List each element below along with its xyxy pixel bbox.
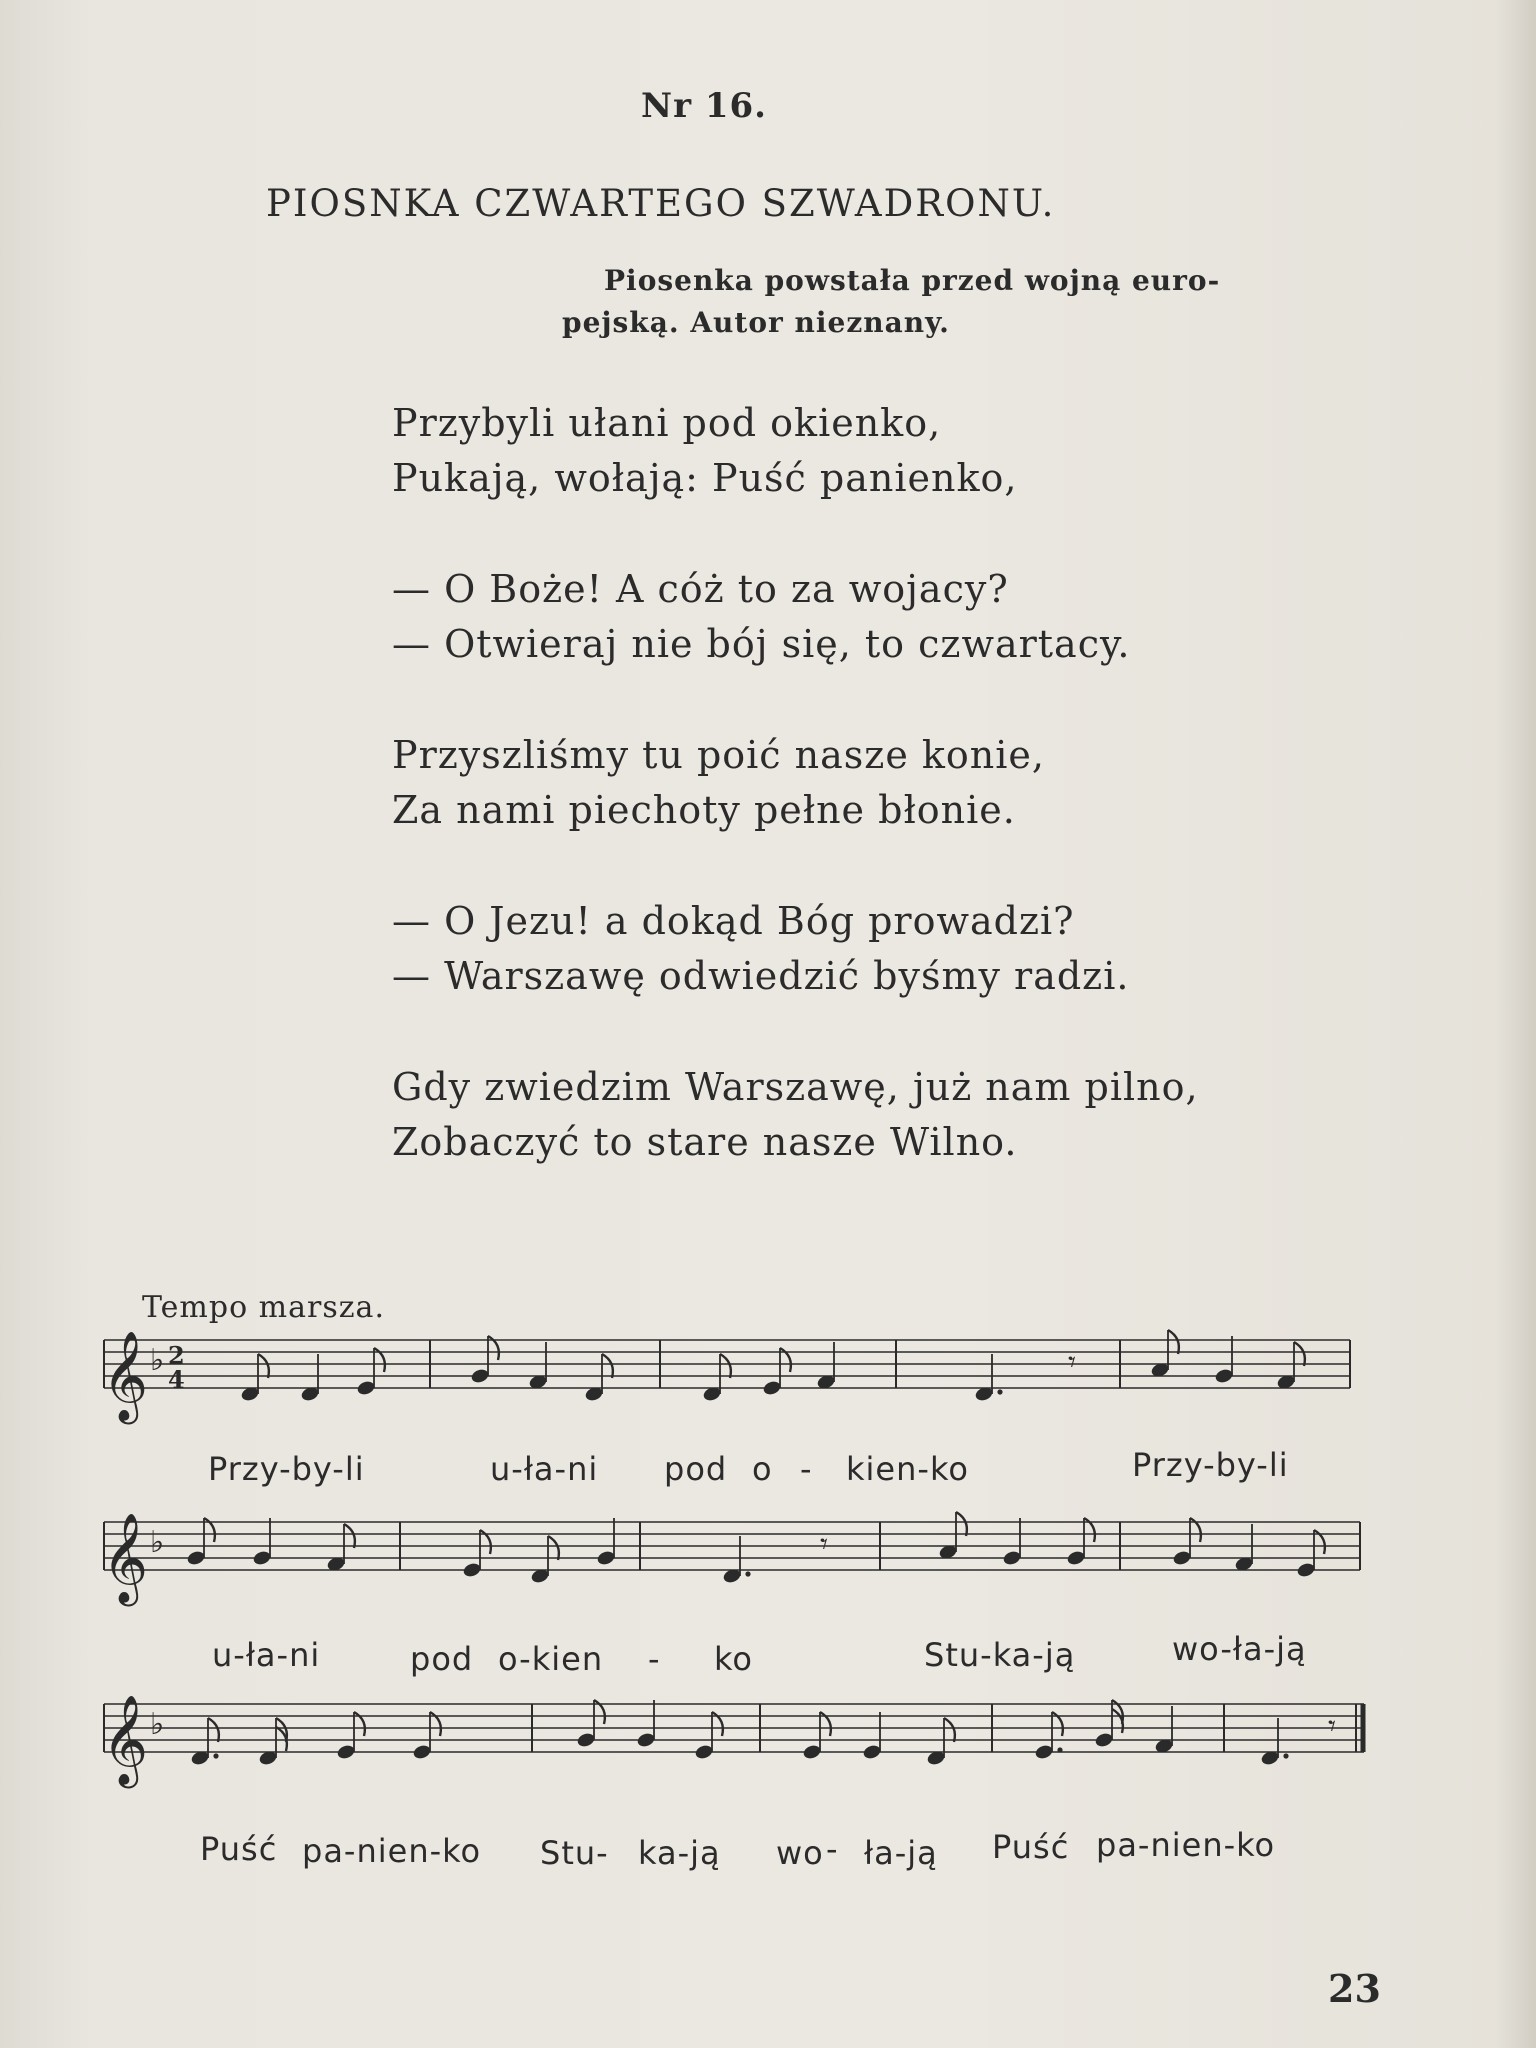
syllable: pa-nien-ko	[302, 1832, 482, 1870]
music-staff-3	[100, 1682, 1372, 1792]
syllable: Puść	[992, 1828, 1070, 1866]
note-head	[1066, 1549, 1086, 1566]
eighth-rest-icon: 𝄾	[820, 1527, 828, 1562]
note-head	[596, 1549, 616, 1566]
stanza	[392, 1060, 1199, 1170]
note-dot	[997, 1389, 1002, 1394]
time-signature-bottom: 4	[168, 1365, 185, 1394]
flat-sign-icon: ♭	[150, 1707, 165, 1742]
song-note-line-1: Piosenka powstała przed wojną euro-	[604, 264, 1221, 297]
note-head	[636, 1731, 656, 1748]
note-head	[186, 1549, 206, 1566]
syllable: -	[648, 1640, 661, 1678]
syllable: pa-nien-ko	[1096, 1826, 1276, 1864]
syllable: Stu-ka-ją	[924, 1636, 1076, 1674]
eighth-rest-icon: 𝄾	[1328, 1709, 1336, 1744]
note-head	[356, 1379, 376, 1396]
music-staff-1	[100, 1318, 1372, 1428]
note-head	[336, 1743, 356, 1760]
syllable: Puść	[200, 1830, 278, 1868]
note-head	[576, 1731, 596, 1748]
syllable: Przy-by-li	[1132, 1446, 1289, 1484]
lyric-line: Zobaczyć to stare nasze Wilno.	[392, 1120, 1018, 1164]
stanza	[392, 562, 1199, 672]
flat-sign-icon: ♭	[150, 1525, 165, 1560]
syllable: wo	[776, 1834, 824, 1872]
lyrics	[392, 396, 1199, 1226]
syllable: u-ła-ni	[490, 1450, 599, 1488]
flat-sign-icon: ♭	[150, 1343, 165, 1378]
staff-svg	[100, 1318, 1372, 1428]
lyric-line: Przyszliśmy tu poić nasze konie,	[392, 733, 1045, 777]
note-head	[1214, 1367, 1234, 1384]
syllable: pod	[410, 1640, 474, 1678]
note-head	[762, 1379, 782, 1396]
song-number: Nr 16.	[641, 86, 767, 126]
note-head	[1094, 1731, 1114, 1748]
page-edge-shadow	[1496, 0, 1536, 2048]
note-dot	[745, 1571, 750, 1576]
note-head	[1172, 1549, 1192, 1566]
syllable: -	[800, 1450, 813, 1488]
syllable: ko	[714, 1640, 753, 1678]
lyric-line: — O Boże! A cóż to za wojacy?	[392, 567, 1009, 611]
syllable: o	[752, 1450, 773, 1488]
note-head	[1034, 1743, 1054, 1760]
song-note	[562, 260, 1302, 344]
syllable: u-ła-ni	[212, 1636, 321, 1674]
note-dot	[213, 1753, 218, 1758]
treble-clef-icon: 𝄞	[102, 1513, 149, 1603]
lyric-line: Przybyli ułani pod okienko,	[392, 401, 942, 445]
note-dot	[1057, 1747, 1062, 1752]
lyric-line: — Otwieraj nie bój się, to czwartacy.	[392, 622, 1131, 666]
note-head	[802, 1743, 822, 1760]
music-staff-2	[100, 1500, 1372, 1610]
note-flag	[602, 1354, 613, 1378]
note-flag	[258, 1354, 269, 1378]
page-number: 23	[1328, 1966, 1381, 2011]
note-head	[412, 1743, 432, 1760]
stanza	[392, 728, 1199, 838]
song-note-line-2: pejską. Autor nieznany.	[562, 306, 950, 339]
stanza	[392, 396, 1199, 506]
treble-clef-icon: 𝄞	[102, 1695, 149, 1785]
note-flag	[1294, 1342, 1305, 1366]
note-head	[1296, 1561, 1316, 1578]
note-head	[252, 1549, 272, 1566]
stanza	[392, 894, 1199, 1004]
note-head	[1002, 1549, 1022, 1566]
staff-svg	[100, 1682, 1372, 1792]
note-flag	[1168, 1330, 1179, 1354]
note-head	[470, 1367, 490, 1384]
note-flag	[344, 1524, 355, 1548]
note-head	[462, 1561, 482, 1578]
note-flag	[720, 1354, 731, 1378]
lyric-line: Za nami piechoty pełne błonie.	[392, 788, 1016, 832]
note-head	[862, 1743, 882, 1760]
syllable: o-kien	[498, 1640, 604, 1678]
syllable: kien-ko	[846, 1450, 969, 1488]
note-flag	[956, 1512, 967, 1536]
note-flag	[944, 1718, 955, 1742]
tempo-marking: Tempo marsza.	[142, 1290, 385, 1325]
note-dot	[1283, 1753, 1288, 1758]
lyric-line: — O Jezu! a dokąd Bóg prowadzi?	[392, 899, 1075, 943]
syllable: ła-ją	[864, 1834, 938, 1872]
note-flag	[548, 1536, 559, 1560]
syllable: pod	[664, 1450, 728, 1488]
lyric-line: Pukają, wołają: Puść panienko,	[392, 456, 1018, 500]
time-signature-top: 2	[168, 1341, 185, 1370]
note-head	[694, 1743, 714, 1760]
syllable: -	[826, 1830, 839, 1868]
song-title: PIOSNKA CZWARTEGO SZWADRONU.	[266, 182, 1056, 225]
note-flag	[208, 1718, 219, 1742]
eighth-rest-icon: 𝄾	[1068, 1345, 1076, 1380]
syllable: Stu-	[540, 1834, 609, 1872]
syllable: Przy-by-li	[208, 1450, 365, 1488]
lyric-line: — Warszawę odwiedzić byśmy radzi.	[392, 954, 1130, 998]
lyric-line: Gdy zwiedzim Warszawę, już nam pilno,	[392, 1065, 1199, 1109]
syllable: wo-ła-ją	[1172, 1630, 1307, 1668]
staff-svg	[100, 1500, 1372, 1610]
syllable: ka-ją	[638, 1834, 721, 1872]
treble-clef-icon: 𝄞	[102, 1331, 149, 1421]
